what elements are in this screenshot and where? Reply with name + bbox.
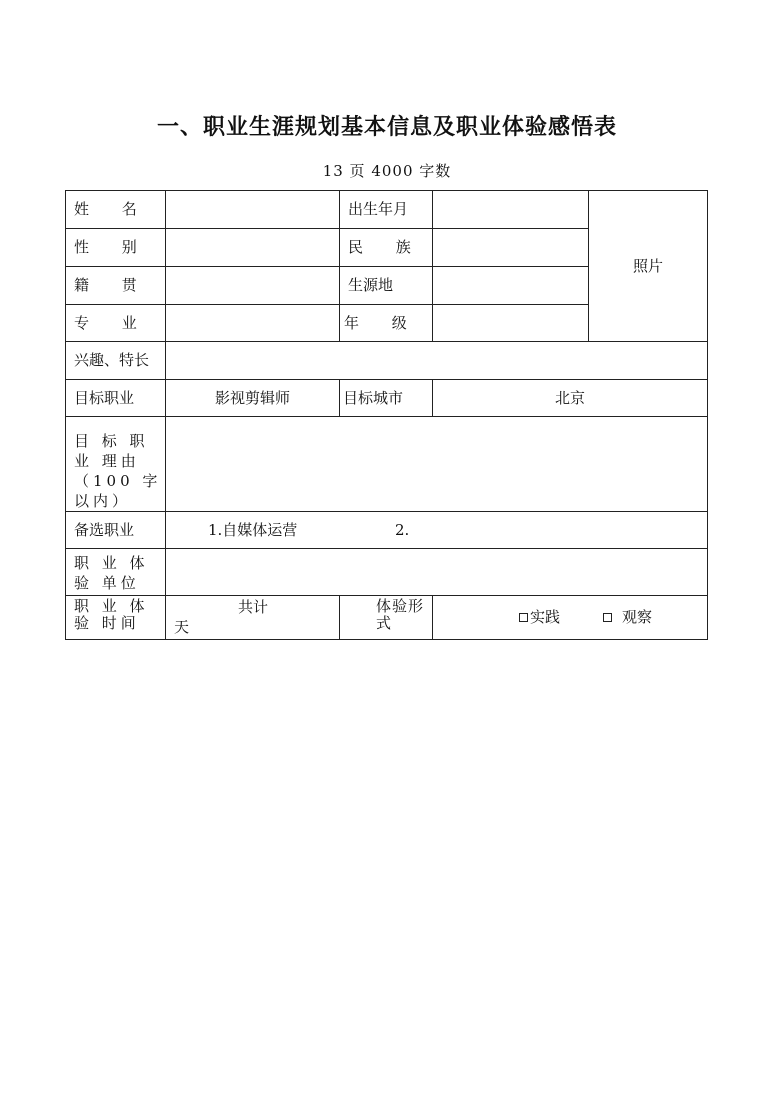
hometown-field[interactable] xyxy=(165,266,339,304)
practice-label: 实践 xyxy=(530,608,561,626)
option-observe[interactable] xyxy=(603,608,652,627)
time-unit-label: 天 xyxy=(174,618,190,636)
observe-checkbox-icon[interactable] xyxy=(603,613,612,622)
interests-field[interactable] xyxy=(165,341,708,379)
observe-label: 观察 xyxy=(622,608,653,626)
birth-label: 出生年月 xyxy=(339,190,432,228)
form-type-label: 体验形式 xyxy=(339,595,432,640)
unit-label: 职 业 体 验 单位 xyxy=(65,548,165,595)
time-total-label: 共计 xyxy=(238,598,269,616)
name-field[interactable] xyxy=(165,190,339,228)
reason-field[interactable] xyxy=(165,416,708,511)
birth-field[interactable] xyxy=(432,190,588,228)
alt-job-field[interactable] xyxy=(165,511,708,548)
alt-job-label: 备选职业 xyxy=(65,511,165,548)
origin-field[interactable] xyxy=(432,266,588,304)
target-job-label: 目标职业 xyxy=(65,379,165,416)
major-field[interactable] xyxy=(165,304,339,341)
option-practice[interactable] xyxy=(519,608,560,627)
photo-box: 照片 xyxy=(588,190,708,341)
origin-label: 生源地 xyxy=(339,266,432,304)
page-subtitle: 13 页 4000 字数 xyxy=(322,162,452,180)
ethnicity-label: 民 族 xyxy=(339,228,432,266)
time-label: 职 业 体 验 时间 xyxy=(65,595,165,640)
name-label: 姓 名 xyxy=(65,190,165,228)
target-job-field[interactable]: 影视剪辑师 xyxy=(165,379,339,416)
major-label: 专 业 xyxy=(65,304,165,341)
form-type-options xyxy=(432,595,708,640)
interests-label: 兴趣、特长 xyxy=(65,341,165,379)
target-city-field[interactable]: 北京 xyxy=(432,379,708,416)
grade-label: 年 级 xyxy=(339,304,432,341)
unit-field[interactable] xyxy=(165,548,708,595)
page-title: 一、职业生涯规划基本信息及职业体验感悟表 xyxy=(156,115,617,140)
grade-field[interactable] xyxy=(432,304,588,341)
target-city-label: 目标城市 xyxy=(339,379,432,416)
info-form xyxy=(65,190,708,640)
alt-job-1: 1.自媒体运营 xyxy=(208,520,298,539)
reason-label: 目 标 职 业 理由（100 字以内） xyxy=(65,416,165,511)
hometown-label: 籍 贯 xyxy=(65,266,165,304)
gender-label: 性 别 xyxy=(65,228,165,266)
alt-job-2: 2. xyxy=(395,520,410,539)
time-field[interactable] xyxy=(165,595,339,640)
ethnicity-field[interactable] xyxy=(432,228,588,266)
practice-checkbox-icon[interactable] xyxy=(519,613,528,622)
gender-field[interactable] xyxy=(165,228,339,266)
